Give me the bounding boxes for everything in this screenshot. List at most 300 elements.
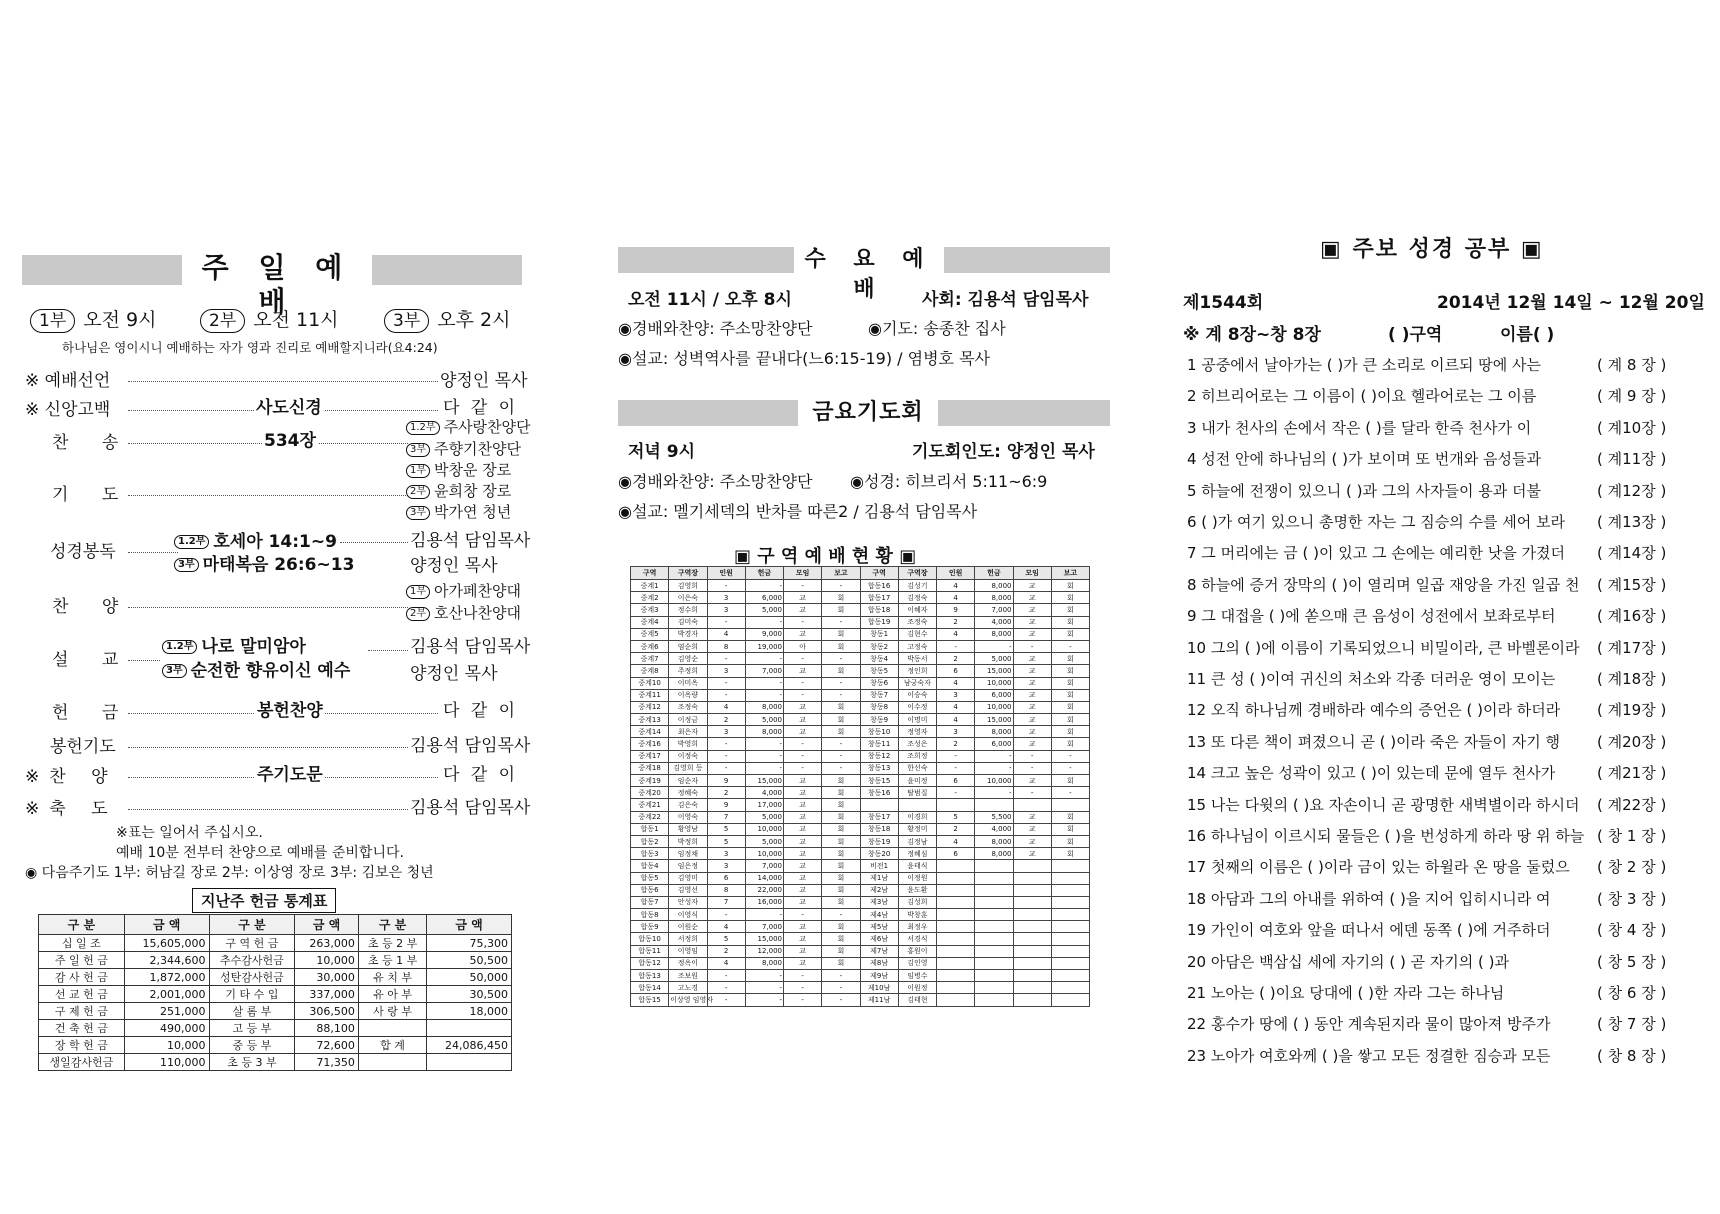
district-cell: 교	[784, 714, 822, 726]
question-text: 14 크고 높은 성곽이 있고 ( )이 있는데 문에 열두 천사가	[1187, 764, 1556, 783]
district-cell: -	[745, 738, 783, 750]
leader-line	[128, 747, 408, 748]
district-cell: -	[745, 653, 783, 665]
district-cell	[1013, 860, 1051, 872]
offering-cell: 50,500	[427, 952, 512, 969]
district-cell: 회	[822, 896, 860, 908]
district-cell: 제7남	[860, 945, 898, 957]
district-cell: 2	[707, 945, 745, 957]
district-cell	[975, 884, 1013, 896]
offering-cell: 1,872,000	[124, 969, 209, 986]
district-cell: 교	[784, 860, 822, 872]
question-ref: ( 창 3 장 )	[1597, 889, 1667, 908]
district-cell: 김미숙	[669, 616, 707, 628]
order-center: 1.2부 호세아 14:1~9	[174, 527, 337, 552]
district-cell: -	[1013, 750, 1051, 762]
district-cell: 교	[784, 896, 822, 908]
district-cell: 이미옥	[669, 677, 707, 689]
district-row	[631, 970, 1090, 982]
district-cell: 2	[937, 738, 975, 750]
district-cell: 고정숙	[898, 640, 936, 652]
district-cell: 박영희	[669, 738, 707, 750]
district-row	[631, 701, 1090, 713]
district-cell: 회	[822, 872, 860, 884]
district-cell: 3	[707, 860, 745, 872]
district-cell: -	[822, 653, 860, 665]
district-cell	[1013, 909, 1051, 921]
district-cell: 회	[1051, 848, 1089, 860]
district-cell: 최정우	[898, 921, 936, 933]
district-cell: 4	[937, 677, 975, 689]
study-question	[1187, 982, 1667, 1003]
wednesday-prayer: ◉기도: 송종찬 집사	[868, 319, 1006, 338]
district-cell: 8,000	[975, 726, 1013, 738]
district-cell: 교	[784, 726, 822, 738]
study-question	[1187, 794, 1667, 815]
district-cell: 합동16	[860, 580, 898, 592]
district-cell: 회	[822, 604, 860, 616]
district-cell: 제2남	[860, 884, 898, 896]
study-question	[1187, 637, 1667, 658]
district-cell: -	[975, 762, 1013, 774]
district-cell	[937, 994, 975, 1006]
district-cell	[937, 970, 975, 982]
district-cell: 합동12	[631, 957, 669, 969]
wednesday-praise: ◉경배와찬양: 주소망찬양단	[618, 319, 813, 338]
district-cell: 김현수	[898, 628, 936, 640]
district-cell: -	[822, 762, 860, 774]
district-cell	[937, 884, 975, 896]
offering-cell: 24,086,450	[427, 1037, 512, 1054]
district-row	[631, 604, 1090, 616]
question-text: 23 노아가 여호와께 ( )을 쌓고 모든 정결한 짐승과 모든	[1187, 1046, 1551, 1065]
offering-cell: 합 계	[358, 1037, 426, 1054]
district-cell: 김인영	[898, 957, 936, 969]
district-cell: 교	[784, 872, 822, 884]
district-cell: 창동10	[860, 726, 898, 738]
district-cell: 조희정	[898, 750, 936, 762]
district-cell	[1013, 945, 1051, 957]
district-cell: 7,000	[975, 604, 1013, 616]
offering-cell: 성탄감사헌금	[209, 969, 295, 986]
district-row	[631, 957, 1090, 969]
district-cell: 중계10	[631, 677, 669, 689]
question-ref: ( 계 8 장 )	[1597, 356, 1667, 374]
district-cell: 창동13	[860, 762, 898, 774]
offering-cell: 유 치 부	[358, 969, 426, 986]
district-cell: 합동8	[631, 909, 669, 921]
district-cell: 교	[784, 811, 822, 823]
district-cell: -	[784, 762, 822, 774]
question-text: 10 그의 ( )에 이름이 기록되었으니 비밀이라, 큰 바벨론이라	[1187, 638, 1580, 657]
question-ref: ( 계11장 )	[1597, 450, 1667, 469]
district-cell: 김정남	[898, 835, 936, 847]
district-cell: 8,000	[975, 628, 1013, 640]
district-cell: 김정숙	[898, 592, 936, 604]
sunday-title: 주 일 예 배	[182, 251, 372, 319]
district-cell	[1051, 921, 1089, 933]
district-cell: -	[784, 994, 822, 1006]
offering-title: 지난주 헌금 통계표	[192, 888, 336, 913]
district-cell: 창동6	[860, 677, 898, 689]
district-row	[631, 640, 1090, 652]
district-cell: -	[745, 970, 783, 982]
friday-sermon: ◉설교: 멜기세덱의 반차를 따른2 / 김용석 담임목사	[618, 502, 978, 521]
district-cell: 교	[784, 628, 822, 640]
district-cell: 합동1	[631, 823, 669, 835]
district-cell: 이상영 임영자	[669, 994, 707, 1006]
order-right: 김용석 담임목사	[410, 637, 531, 657]
district-cell: 중계1	[631, 580, 669, 592]
district-cell: 중계20	[631, 787, 669, 799]
district-cell: 김영순	[669, 653, 707, 665]
district-cell: 교	[784, 957, 822, 969]
district-cell: 10,000	[975, 701, 1013, 713]
order-right: 김용석 담임목사	[410, 531, 531, 551]
district-cell: 윤도환	[898, 884, 936, 896]
district-cell: 교	[784, 848, 822, 860]
district-cell: 회	[1051, 653, 1089, 665]
district-cell: -	[745, 750, 783, 762]
question-text: 20 아담은 백삼십 세에 자기의 ( ) 곧 자기의 ( )과	[1187, 952, 1510, 971]
district-row	[631, 714, 1090, 726]
district-cell: 14,000	[745, 872, 783, 884]
district-cell: 회	[822, 787, 860, 799]
district-cell: -	[1051, 787, 1089, 799]
district-cell: 김영선	[669, 884, 707, 896]
offering-cell: 기 타 수 입	[209, 986, 295, 1003]
district-row	[631, 616, 1090, 628]
district-cell: 김영미	[669, 872, 707, 884]
order-right: 김용석 담임목사	[410, 736, 531, 756]
order-center: 3부 마태복음 26:6~13	[174, 550, 354, 575]
district-cell: 15,000	[745, 775, 783, 787]
district-row	[631, 677, 1090, 689]
district-cell	[1051, 994, 1089, 1006]
district-cell: 회	[822, 823, 860, 835]
district-cell: 10,000	[975, 677, 1013, 689]
district-row	[631, 835, 1090, 847]
leader-line	[128, 809, 408, 810]
district-cell: -	[784, 970, 822, 982]
district-cell: 합동19	[860, 616, 898, 628]
district-cell: 회	[1051, 775, 1089, 787]
district-cell: 4	[707, 957, 745, 969]
district-cell: 제4남	[860, 909, 898, 921]
question-ref: ( 계12장 )	[1597, 481, 1667, 500]
district-cell: -	[975, 787, 1013, 799]
order-item: 찬 송	[52, 433, 133, 453]
district-cell	[937, 909, 975, 921]
district-cell: -	[707, 982, 745, 994]
district-cell: 창동4	[860, 653, 898, 665]
district-cell: -	[822, 580, 860, 592]
district-cell: -	[1013, 762, 1051, 774]
district-cell: 중계3	[631, 604, 669, 616]
question-text: 18 아담과 그의 아내를 위하여 ( )을 지어 입히시니라 여	[1187, 889, 1551, 908]
district-cell: 합동7	[631, 896, 669, 908]
time-value: 오전 9시	[83, 309, 157, 331]
district-row	[631, 872, 1090, 884]
question-text: 21 노아는 ( )이요 당대에 ( )한 자라 그는 하나님	[1187, 984, 1505, 1002]
verse: 하나님은 영이시니 예배하는 자가 영과 진리로 예배할지니라(요4:24)	[62, 340, 438, 355]
question-text: 17 첫째의 이름은 ( )이라 금이 있는 하윌라 온 땅을 둘렀으	[1187, 858, 1570, 877]
district-cell: -	[822, 982, 860, 994]
district-cell: 교	[784, 604, 822, 616]
order-item: ※ 신앙고백	[25, 400, 111, 420]
district-cell: 6,000	[745, 592, 783, 604]
district-cell: 7	[707, 811, 745, 823]
offering-cell: 490,000	[124, 1020, 209, 1037]
district-cell: -	[822, 738, 860, 750]
district-row	[631, 945, 1090, 957]
district-cell: 안성자	[669, 896, 707, 908]
wednesday-time: 오전 11시 / 오후 8시	[628, 290, 792, 310]
offering-cell: 초 등 2 부	[358, 935, 426, 952]
question-text: 13 또 다른 책이 펴졌으니 곧 ( )이라 죽은 자들이 자기 행	[1187, 732, 1561, 751]
district-row	[631, 665, 1090, 677]
district-cell: 5	[707, 823, 745, 835]
district-header: 모임	[784, 567, 822, 580]
district-cell: 4,000	[975, 616, 1013, 628]
district-cell: -	[707, 994, 745, 1006]
district-cell: 합동17	[860, 592, 898, 604]
district-cell: 2	[707, 714, 745, 726]
district-cell: 2	[937, 823, 975, 835]
study-date: 2014년 12월 14일 ~ 12월 20일	[1437, 293, 1705, 313]
district-cell	[937, 860, 975, 872]
order-right: 1부 박창운 장로	[406, 459, 511, 480]
district-cell: 제6남	[860, 933, 898, 945]
district-cell: 김성희	[898, 896, 936, 908]
district-cell: 교	[1013, 689, 1051, 701]
district-cell: 회	[1051, 580, 1089, 592]
leader-line	[340, 542, 408, 543]
district-cell	[1051, 896, 1089, 908]
district-cell: 창동17	[860, 811, 898, 823]
order-center: 3부 순전한 향유이신 예수	[162, 656, 350, 681]
district-cell: 이명미	[898, 714, 936, 726]
district-cell: 3	[937, 689, 975, 701]
district-cell: 5,000	[745, 835, 783, 847]
offering-cell	[427, 1054, 512, 1071]
offering-cell: 감 사 헌 금	[39, 969, 125, 986]
district-cell: 정수희	[669, 604, 707, 616]
district-cell: 교	[784, 701, 822, 713]
district-cell: 4	[937, 701, 975, 713]
district-cell: 22,000	[745, 884, 783, 896]
district-cell: 창동15	[860, 775, 898, 787]
district-cell	[1051, 957, 1089, 969]
question-ref: ( 계13장 )	[1597, 513, 1667, 531]
district-cell: 합동14	[631, 982, 669, 994]
district-cell: -	[784, 616, 822, 628]
district-cell: 탈범질	[898, 787, 936, 799]
district-cell	[937, 933, 975, 945]
study-question	[1187, 668, 1667, 689]
district-cell: -	[1051, 640, 1089, 652]
district-cell: -	[822, 994, 860, 1006]
district-cell: -	[707, 762, 745, 774]
district-cell: -	[707, 750, 745, 762]
question-ref: ( 계 9 장 )	[1597, 387, 1667, 406]
district-cell	[1051, 933, 1089, 945]
district-cell: 이원정	[898, 982, 936, 994]
district-cell	[975, 945, 1013, 957]
district-cell: 회	[1051, 616, 1089, 628]
offering-cell: 75,300	[427, 935, 512, 952]
district-cell: 5	[707, 933, 745, 945]
district-cell: -	[707, 653, 745, 665]
district-cell: 창동16	[860, 787, 898, 799]
district-cell: 윤태식	[898, 860, 936, 872]
district-cell: 교	[1013, 628, 1051, 640]
district-cell: 10,000	[975, 775, 1013, 787]
district-cell: 회	[822, 640, 860, 652]
district-cell: 황영남	[669, 823, 707, 835]
order-right: 다 같 이	[443, 398, 519, 418]
order-item: 기 도	[52, 485, 133, 505]
district-cell: 9	[937, 604, 975, 616]
district-cell: 8,000	[975, 848, 1013, 860]
district-cell: 4,000	[745, 787, 783, 799]
district-header: 보고	[822, 567, 860, 580]
order-right: 2부 윤희창 장로	[406, 480, 511, 501]
district-cell: 이정숙	[669, 750, 707, 762]
order-right: 양정인 목사	[440, 371, 528, 391]
study-question	[1187, 888, 1667, 909]
district-row	[631, 823, 1090, 835]
district-cell: 이경희	[898, 811, 936, 823]
order-right: 양정인 목사	[410, 664, 498, 684]
offering-row	[39, 1003, 512, 1020]
district-cell: 회	[822, 957, 860, 969]
district-cell: 회	[1051, 835, 1089, 847]
order-center: 주기도문	[255, 760, 325, 785]
study-question	[1187, 825, 1667, 846]
district-cell: 회	[1051, 714, 1089, 726]
district-cell	[975, 921, 1013, 933]
district-cell: 5,500	[975, 811, 1013, 823]
district-cell: 이옥량	[669, 689, 707, 701]
district-cell: 2	[707, 787, 745, 799]
offering-cell: 72,600	[295, 1037, 359, 1054]
district-cell: 6	[937, 848, 975, 860]
district-row	[631, 592, 1090, 604]
district-cell: 7,000	[745, 860, 783, 872]
question-text: 8 하늘에 증거 장막의 ( )이 열리며 일곱 재앙을 가진 일곱 천	[1187, 575, 1580, 594]
district-cell: 회	[1051, 604, 1089, 616]
district-cell: 중계5	[631, 628, 669, 640]
order-right: 3부 박가연 청년	[406, 501, 511, 522]
district-cell	[1013, 982, 1051, 994]
district-cell: 12,000	[745, 945, 783, 957]
district-cell: 중계13	[631, 714, 669, 726]
district-cell: 교	[784, 592, 822, 604]
offering-row	[39, 1037, 512, 1054]
order-item: 봉헌기도	[50, 737, 116, 757]
offering-cell: 중 등 부	[209, 1037, 295, 1054]
district-cell: -	[822, 616, 860, 628]
district-cell: 한선숙	[898, 762, 936, 774]
district-cell: 6,000	[975, 689, 1013, 701]
district-cell	[898, 799, 936, 811]
district-header: 헌금	[745, 567, 783, 580]
offering-cell: 306,500	[295, 1003, 359, 1020]
district-cell: -	[1051, 750, 1089, 762]
district-cell: 7,000	[745, 921, 783, 933]
question-text: 12 오직 하나님께 경배하라 예수의 증언은 ( )이라 하더라	[1187, 701, 1561, 720]
district-cell: -	[707, 970, 745, 982]
district-cell: 합동6	[631, 884, 669, 896]
district-cell: 제5남	[860, 921, 898, 933]
district-cell: -	[707, 580, 745, 592]
district-header: 헌금	[975, 567, 1013, 580]
district-cell: 조보원	[669, 970, 707, 982]
district-cell: -	[975, 640, 1013, 652]
order-right: 김용석 담임목사	[410, 798, 531, 818]
district-cell: 제9남	[860, 970, 898, 982]
district-cell: -	[822, 750, 860, 762]
district-cell: 박정희	[669, 835, 707, 847]
district-cell: 4	[707, 921, 745, 933]
district-cell	[975, 799, 1013, 811]
district-cell: 회	[822, 665, 860, 677]
district-cell	[975, 909, 1013, 921]
district-cell: 김영희	[669, 580, 707, 592]
district-cell: 회	[822, 811, 860, 823]
order-center: 534장	[262, 426, 318, 451]
district-row	[631, 787, 1090, 799]
district-cell: 창동5	[860, 665, 898, 677]
study-question	[1187, 856, 1667, 877]
district-cell: 회	[1051, 689, 1089, 701]
leader-line	[128, 495, 408, 496]
district-cell: 회	[1051, 677, 1089, 689]
district-cell: 15,000	[975, 665, 1013, 677]
study-question	[1187, 417, 1667, 438]
district-cell: 김영희 등	[669, 762, 707, 774]
district-cell: 8,000	[745, 701, 783, 713]
offering-cell: 2,001,000	[124, 986, 209, 1003]
district-cell: -	[975, 750, 1013, 762]
district-cell	[1013, 872, 1051, 884]
time-value: 오전 11시	[253, 309, 339, 331]
offering-cell: 추수감사헌금	[209, 952, 295, 969]
district-cell: 교	[784, 835, 822, 847]
district-cell	[975, 994, 1013, 1006]
district-cell: -	[784, 750, 822, 762]
district-cell: 교	[1013, 701, 1051, 713]
district-cell: -	[1013, 787, 1051, 799]
district-cell: 6,000	[975, 738, 1013, 750]
district-cell: 조정숙	[898, 616, 936, 628]
friday-time: 저녁 9시	[628, 442, 696, 462]
wednesday-sermon: ◉설교: 성벽역사를 끝내다(느6:15-19) / 염병호 목사	[618, 349, 991, 368]
district-cell: 4	[937, 628, 975, 640]
district-cell: 정혜숙	[669, 787, 707, 799]
study-question	[1187, 480, 1667, 501]
offering-cell: 110,000	[124, 1054, 209, 1071]
district-row	[631, 994, 1090, 1006]
question-ref: ( 계20장 )	[1597, 732, 1667, 751]
district-cell: 박경자	[669, 628, 707, 640]
question-text: 5 하늘에 전쟁이 있으니 ( )과 그의 사자들이 용과 더불	[1187, 481, 1541, 500]
district-header: 구역	[860, 567, 898, 580]
order-right: 다 같 이	[443, 701, 519, 721]
order-item: 성경봉독	[50, 542, 116, 562]
study-question	[1187, 542, 1667, 563]
